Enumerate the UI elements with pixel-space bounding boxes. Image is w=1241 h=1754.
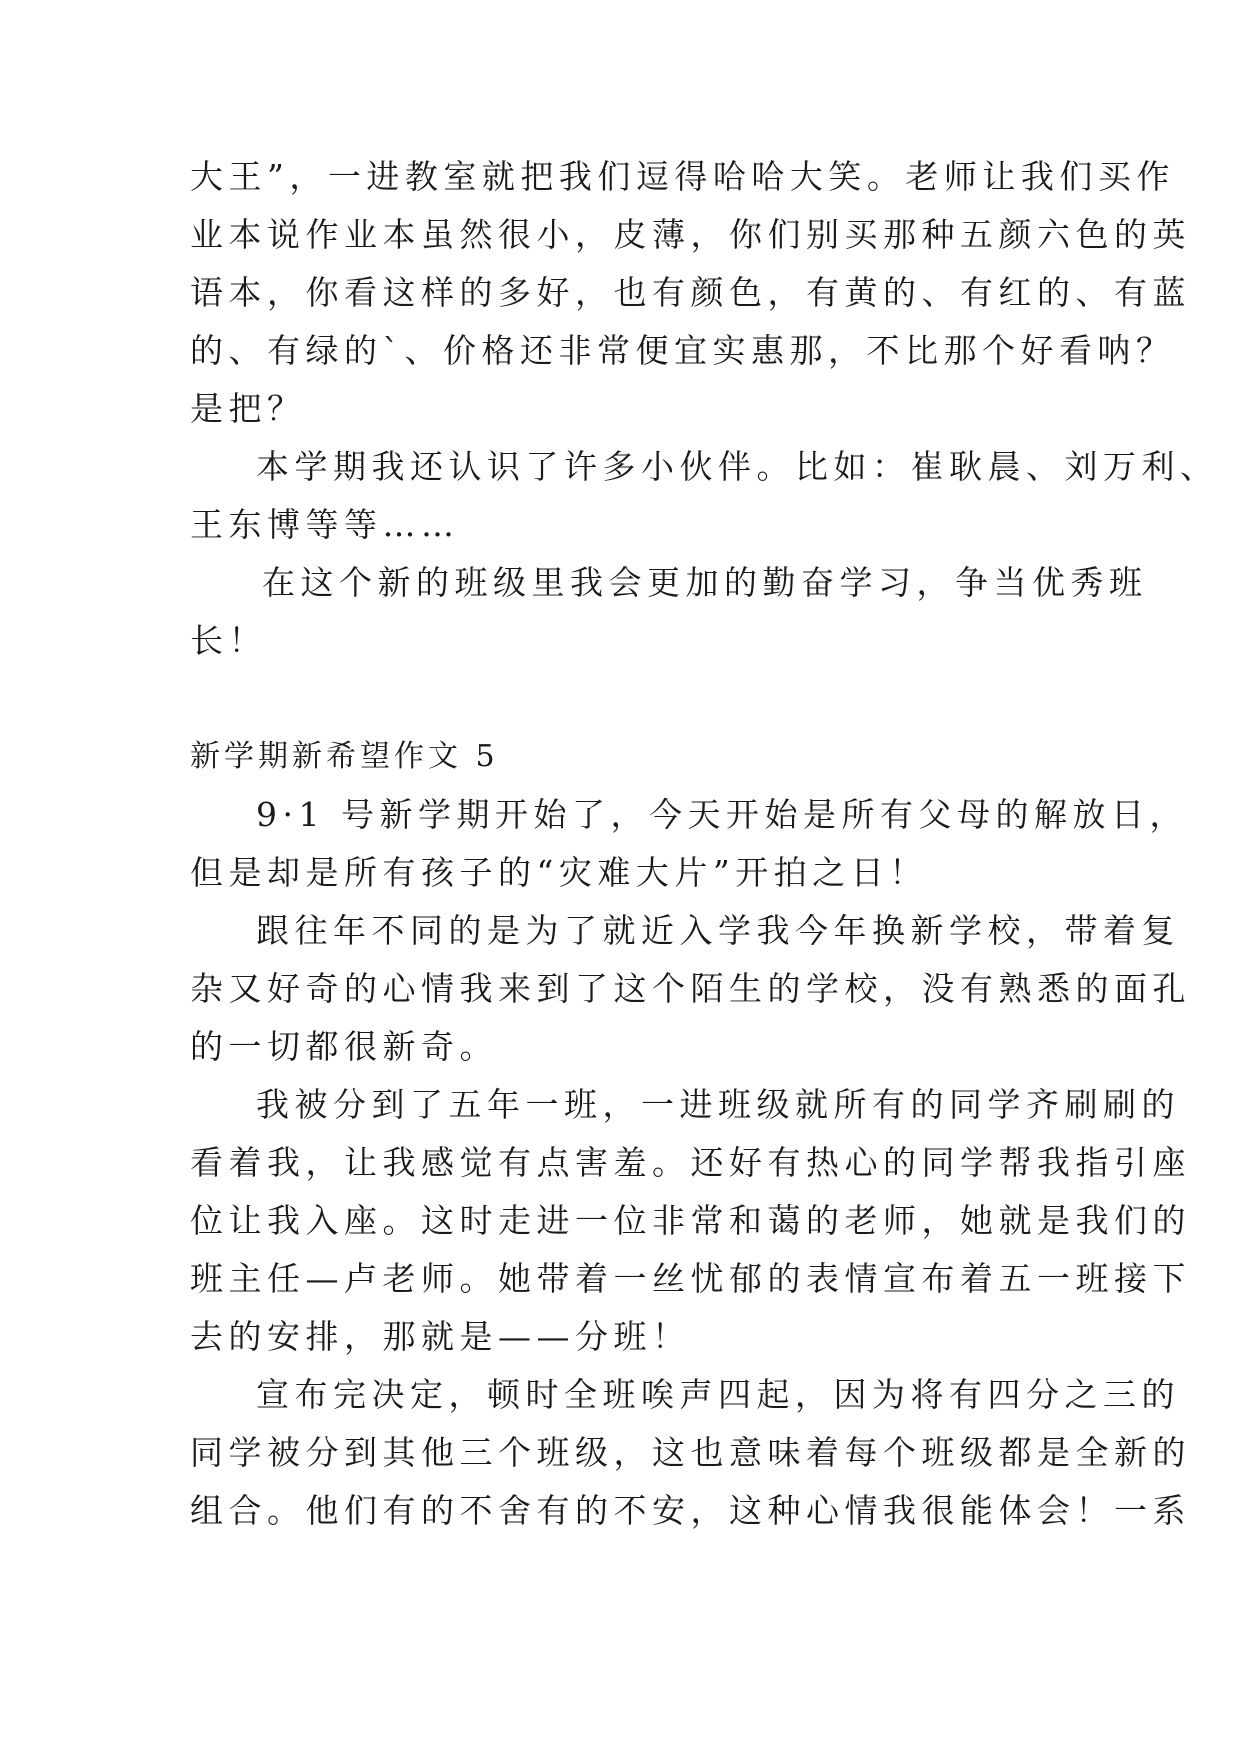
text-line: 的、有绿的`、价格还非常便宜实惠那，不比那个好看呐？	[190, 331, 1175, 370]
paragraph	[190, 902, 1191, 1076]
paragraph	[190, 1366, 1191, 1540]
text-line: 看着我，让我感觉有点害羞。还好有热心的同学帮我指引座	[190, 1143, 1191, 1182]
text-line: 跟往年不同的是为了就近入学我今年换新学校，带着复	[256, 911, 1180, 950]
paragraph	[190, 554, 1148, 670]
paragraph	[190, 786, 1188, 902]
text-line: 本学期我还认识了许多小伙伴。比如：崔耿晨、刘万利、	[256, 447, 1219, 486]
text-line: 组合。他们有的不舍有的不安，这种心情我很能体会！一系	[190, 1491, 1191, 1530]
text-line: 但是却是所有孩子的“灾难大片”开拍之日！	[190, 853, 928, 892]
text-line: 位让我入座。这时走进一位非常和蔼的老师，她就是我们的	[190, 1201, 1191, 1240]
text-line: 大王”，一进教室就把我们逗得哈哈大笑。老师让我们买作	[190, 157, 1175, 196]
text-line: 在这个新的班级里我会更加的勤奋学习，争当优秀班	[262, 563, 1148, 602]
text-line: 王东博等等……	[190, 505, 460, 544]
section-gap	[190, 670, 1060, 728]
text-line: 语本，你看这样的多好，也有颜色，有黄的、有红的、有蓝	[190, 273, 1191, 312]
text-line: 杂又好奇的心情我来到了这个陌生的学校，没有熟悉的面孔	[190, 969, 1191, 1008]
document-page	[190, 148, 1219, 1540]
section-heading: 新学期新希望作文 5	[190, 739, 499, 774]
text-line: 9·1 号新学期开始了，今天开始是所有父母的解放日，	[256, 795, 1188, 834]
text-line: 业本说作业本虽然很小，皮薄，你们别买那种五颜六色的英	[190, 215, 1191, 254]
text-line: 是把？	[190, 389, 306, 428]
paragraph	[190, 1076, 1191, 1366]
text-line: 同学被分到其他三个班级，这也意味着每个班级都是全新的	[190, 1433, 1191, 1472]
text-line: 的一切都很新奇。	[190, 1027, 498, 1066]
text-line: 去的安排，那就是——分班！	[190, 1317, 691, 1356]
paragraph	[190, 438, 1219, 554]
text-line: 班主任—卢老师。她带着一丝忧郁的表情宣布着五一班接下	[190, 1259, 1191, 1298]
text-line: 宣布完决定，顿时全班唉声四起，因为将有四分之三的	[256, 1375, 1180, 1414]
text-line: 长！	[190, 621, 267, 660]
text-line: 我被分到了五年一班，一进班级就所有的同学齐刷刷的	[256, 1085, 1180, 1124]
paragraph	[190, 148, 1191, 438]
